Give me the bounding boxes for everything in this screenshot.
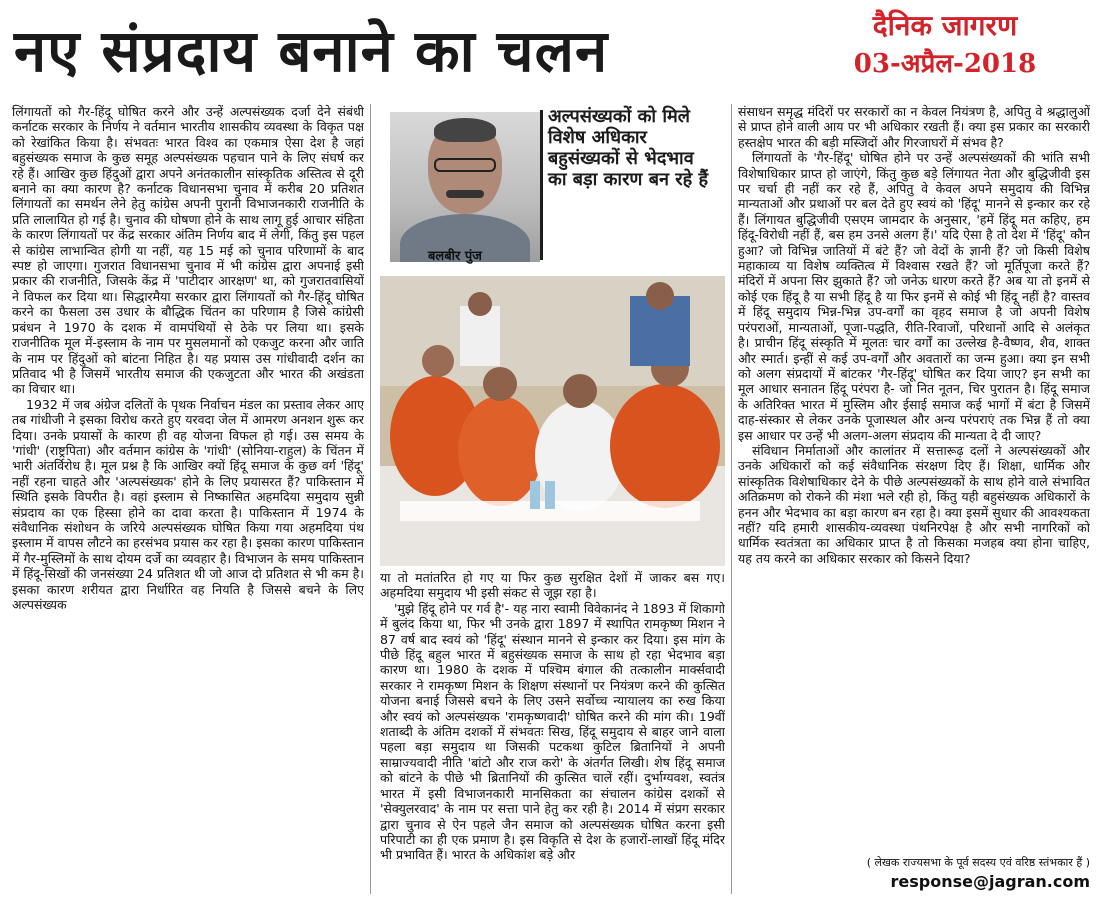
newspaper-name: दैनिक जागरण: [872, 9, 1018, 42]
article-column-2: [380, 570, 725, 895]
article-column-3: [738, 104, 1090, 852]
author-box: [380, 104, 725, 274]
column-divider: [370, 104, 371, 894]
news-photo: [380, 276, 725, 566]
paragraph: संसाधन समृद्ध मंदिरों पर सरकारों का न केवल नियंत्रण है, अपितु वे श्रद्धालुओं से प्राप्त होने वाली आय पर भी अधिकार रखती हैं। क्या इस प्रकार का सरकारी हस्तक्षेप भारत की बड़ी मस्जिदों और गिरजाघरों में संभव है?: [738, 104, 1090, 150]
paragraph: 1932 में जब अंग्रेज दलितों के पृथक निर्वाचन मंडल का प्रस्ताव लेकर आए तब गांधीजी ने इसका विरोध करते हुए यरवदा जेल में आमरण अनशन शुरू कर दिया। उनके प्रयासों के कारण ही वह योजना विफल हो गई। उस समय के 'गांधी' (राष्ट्रपिता) और वर्तमान कांग्रेस के 'गांधी' (सोनिया-राहुल) के चिंतन में भारी अंतर्विरोध है। मूल प्रश्न है कि आखिर क्यों हिंदू समाज के कुछ वर्ग 'हिंदू' नहीं रहना चाहते और 'अल्पसंख्यक' होने के लिए प्रयासरत हैं? पाकिस्तान में स्थिति इसके विपरीत है। वहां इस्लाम से निष्कासित अहमदिया समुदाय सुन्नी संप्रदाय का एक हिस्सा होने का दावा करता है। पाकिस्तान में 1974 के संवैधानिक संशोधन के जरिये अल्पसंख्यक घोषित किया गया अहमदिया पंथ इस्लाम में वापस लौटने का हरसंभव प्रयास कर रहा है। इसका कारण पाकिस्तान में गैर-मुस्लिमों के साथ दोयम दर्जे का व्यवहार है। विभाजन के समय पाकिस्तान में हिंदू-सिखों की जनसंख्या 24 प्रतिशत थी जो आज दो प्रतिशत से भी कम है। इसका कारण शरीयत द्वारा निर्धारित वह नियति है जिससे बचने के लिए अल्पसंख्यक: [12, 396, 364, 612]
author-note: ( लेखक राज्यसभा के पूर्व सदस्य एवं वरिष्ठ स्तंभकार हैं ): [866, 856, 1090, 869]
response-email[interactable]: response@jagran.com: [890, 872, 1090, 891]
paragraph: लिंगायतों के 'गैर-हिंदू' घोषित होने पर उन्हें अल्पसंख्यकों की भांति सभी विशेषाधिकार प्राप्त हो जाएंगे, किंतु कुछ बड़े लिंगायत नेता और बुद्धिजीवी इस पर चर्चा ही नहीं कर रहे हैं, अपितु वे केवल अपने समुदाय की विभिन्न मान्यताओं और प्रथाओं पर बल देते हुए स्वयं को 'हिंदू' मानने से इन्कार कर रहे हैं। लिंगायत बुद्धिजीवी एसएम जामदार के अनुसार, 'हमें हिंदू मत कहिए, हम हिंदू-विरोधी नहीं हैं, बस हम उनसे अलग हैं।' यदि ऐसा है तो देश में 'हिंदू' कौन हुआ? जो विभिन्न जातियों में बंटे हैं? जो वेदों के ज्ञानी हैं? जो किसी विशेष महाकाव्य या विशेष व्यक्तित्व में विश्वास रखते हैं? जो मूर्तिपूजा करते हैं? मंदिरों में अपना सिर झुकाते हैं? जो जनेऊ धारण करते हैं? अब या तो इनमें से कोई एक हिंदू है या सभी हिंदू है या फिर इनमें से कोई भी हिंदू नहीं है? वास्तव में हिंदू समुदाय भिन्न-भिन्न उप-वर्गों का वृहद समाज है जो अपनी विशेष परंपराओं, मान्यताओं, पूजा-पद्धति, रीति-रिवाजों, परिधानों आदि से अलंकृत है। प्राचीन हिंदू संस्कृति में मूलतः चार वर्गों का उल्लेख है-वैष्णव, शैव, शाक्त और स्मार्त। इन्हीं से कई उप-वर्गों और अवतारों का जन्म हुआ। क्या इन सभी को अलग संप्रदायों में बांटकर 'गैर-हिंदू' घोषित कर दिया जाए? इन सभी का मूल आधार सनातन हिंदू परंपरा है- जो नित नूतन, चिर पुरातन है। हिंदू समाज के अतिरिक्त भारत में मुस्लिम और ईसाई समाज कई भागों में बंटा है जिसमें दाह-संस्कार से लेकर उनके पूजास्थल और अन्य परंपराएं तक भिन्न हैं तो क्या इस आधार पर उन्हें भी अलग-अलग संप्रदाय की मान्यता दे दी जाए?: [738, 150, 1090, 443]
author-portrait: [390, 112, 540, 262]
quote-bar: [540, 110, 543, 260]
pull-quote: अल्पसंख्यकों को मिले विशेष अधिकार बहुसंख्यकों से भेदभाव का बड़ा कारण बन रहे हैं: [548, 106, 708, 190]
masthead: [800, 6, 1090, 82]
paragraph: लिंगायतों को गैर-हिंदू घोषित करने और उन्हें अल्पसंख्यक दर्जा देने संबंधी कर्नाटक सरकार के निर्णय ने वर्तमान भारतीय शासकीय व्यवस्था के विकृत पक्ष को रेखांकित किया है। संभवतः भारत विश्व का एकमात्र ऐसा देश है जहां बहुसंख्यक समाज के कुछ समूह अल्पसंख्यक पहचान पाने के लिए संघर्ष कर रहे हैं। आखिर कुछ हिंदुओं द्वारा अपने अनंतकालीन सांस्कृतिक अस्तित्व से दूरी बनाने का क्या कारण है? कर्नाटक विधानसभा चुनाव में करीब 20 प्रतिशत लिंगायतों का समर्थन लेने हेतु कांग्रेस अपनी पुरानी विभाजनकारी राजनीति के प्रति लालायित हो गई है। चुनाव की घोषणा होने के साथ लागू हुई आचार संहिता के कारण लिंगायतों पर केंद्र सरकार अंतिम निर्णय बाद में लेगी, किंतु इस पहल से कांग्रेस लाभान्वित होगी या नहीं, यह 15 मई को चुनाव परिणामों के बाद स्पष्ट हो जाएगा। गुजरात विधानसभा चुनाव में भी कांग्रेस द्वारा अपनाई इसी प्रकार की राजनीति, जिसके केंद्र में 'पाटीदार आरक्षण' था, को गुजरातवासियों ने विफल कर दिया था। सिद्धारमैया सरकार द्वारा लिंगायतों को गैर-हिंदू घोषित करने का फैसला उस उधार के बौद्धिक चिंतन का परिणाम है जिसे कांग्रेसी प्रबंधन ने 1970 के दशक में वामपंथियों से ठेके पर लिया था। इसके राजनीतिक मूल में-इस्लाम के नाम पर मुसलमानों को एकजुट करना और जाति के नाम पर हिंदुओं को बांटना निहित है। यह प्रयास उस गांधीवादी दर्शन का प्रतिवाद भी है जिसमें भारतीय समाज की एकजुटता और भारत की अखंडता का विचार था।: [12, 104, 364, 397]
column-divider: [731, 104, 732, 894]
paragraph: या तो मतांतरित हो गए या फिर कुछ सुरक्षित देशों में जाकर बस गए। अहमदिया समुदाय भी इसी संकट से जूझ रहा है।: [380, 570, 725, 601]
paragraph: 'मुझे हिंदू होने पर गर्व है'- यह नारा स्वामी विवेकानंद ने 1893 में शिकागो में बुलंद किया था, फिर भी उनके द्वारा 1897 में स्थापित रामकृष्ण मिशन ने 87 वर्ष बाद स्वयं को 'हिंदू' संस्थान मानने से इन्कार कर दिया। इस मांग के पीछे हिंदू बहुल भारत में बहुसंख्यक समाज के साथ हो रहा भेदभाव बड़ा कारण था। 1980 के दशक में पश्चिम बंगाल की तत्कालीन मार्क्सवादी सरकार ने रामकृष्ण मिशन के शिक्षण संस्थानों पर नियंत्रण करने की कुत्सित योजना बनाई जिससे बचने के लिए उसने सर्वोच्च न्यायालय का रुख किया और स्वयं को अल्पसंख्यक 'रामकृष्णवादी' घोषित करने की मांग की। 19वीं शताब्दी के अंतिम दशकों में संभवतः सिख, हिंदू समुदाय से बाहर जाने वाला पहला बड़ा समुदाय था जिसकी पटकथा कुटिल ब्रितानियों ने अपनी साम्राज्यवादी नीति 'बांटो और राज करो' के अंतर्गत लिखी। शेष हिंदू समाज को बांटने के पीछे भी ब्रितानियों की कुत्सित चालें रहीं। दुर्भाग्यवश, स्वतंत्र भारत में इसी विभाजनकारी मानसिकता का संचालन कांग्रेस दशकों से 'सेक्युलरवाद' के नाम पर सत्ता पाने हेतु कर रही है। 2014 में संप्रग सरकार द्वारा चुनाव से ऐन पहले जैन समाज को अल्पसंख्यक घोषित करना इसी परिपाटी का ही एक प्रमाण है। इस विकृति से देश के हजारों-लाखों हिंदू मंदिर भी प्रभावित हैं। भारत के अधिकांश बड़े और: [380, 600, 725, 863]
publication-date: 03-अप्रैल-2018: [853, 49, 1037, 79]
paragraph: संविधान निर्माताओं और कालांतर में सत्तारूढ़ दलों ने अल्पसंख्यकों और उनके अधिकारों को कई संवैधानिक संरक्षण दिए हैं। शिक्षा, धार्मिक और सांस्कृतिक विशेषाधिकार देने के पीछे अल्पसंख्यकों के साथ होने वाले संभावित अतिक्रमण को रोकने की मंशा भले रही हो, किंतु यही बहुसंख्यक अधिकारों के हनन और भेदभाव का बड़ा कारण बन रहा है। क्या इसमें सुधार की आवश्यकता नहीं? यदि हमारी शासकीय-व्यवस्था पंथनिरपेक्ष है और सभी नागरिकों को धार्मिक स्वतंत्रता का अधिकार प्राप्त है तो किसका मजहब क्या होना चाहिए, यह तय करने का अधिकार सरकार को किसने दिया?: [738, 442, 1090, 566]
author-name: बलबीर पुंज: [428, 249, 482, 264]
page-title: नए संप्रदाय बनाने का चलन: [14, 17, 609, 85]
article-column-1: [12, 104, 364, 894]
